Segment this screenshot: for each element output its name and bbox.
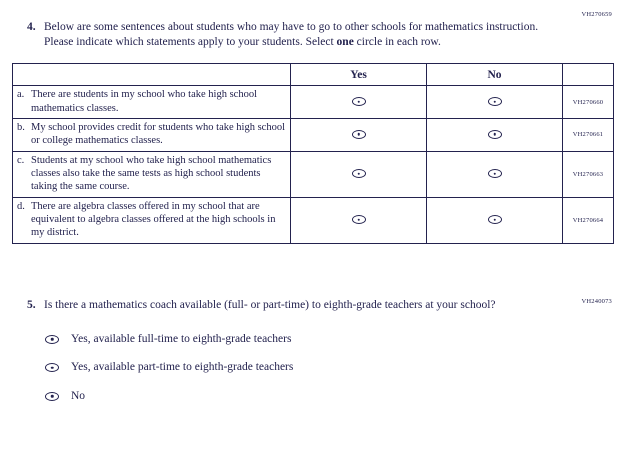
question-4-text [44,20,568,50]
q5-option-part-time-label: Yes, available part-time to eighth-grade teachers [71,361,294,374]
q4-answer-table [12,63,614,243]
q5-option-no-oval[interactable] [45,392,59,401]
row-a-statement: There are students in my school who take high school mathematics classes. [31,89,257,114]
q5-option-full-time-label: Yes, available full-time to eighth-grade teachers [71,332,292,345]
q5-option-full-time[interactable] [45,332,625,347]
question-4-number: 4. [27,21,36,33]
row-d-yes-cell [291,197,427,243]
code-column-header [563,64,614,86]
q5-option-no[interactable] [45,389,625,404]
row-b-yes-cell [291,119,427,152]
row-b-code: VH270661 [563,119,614,152]
q5-option-full-time-oval[interactable] [45,335,59,344]
question-5-text: Is there a mathematics coach available (full- or part-time) to eighth-grade teachers at your school? [44,298,496,311]
q4-row-a-no-oval[interactable] [488,97,502,106]
row-a-no-cell [427,86,563,119]
row-b-letter: b. [17,122,25,133]
statement-header-cell [13,64,291,86]
q4-row-d-no-oval[interactable] [488,215,502,224]
question-5-number: 5. [27,298,36,311]
table-row-a [13,86,614,119]
row-c-code: VH270663 [563,151,614,197]
q5-accession-code: VH240073 [581,297,612,305]
row-d-statement: There are algebra classes offered in my school that are equivalent to algebra classes offered at the high schools in my district. [31,200,276,239]
statement-cell-d [13,197,291,243]
q4-row-b-no-oval[interactable] [488,130,502,139]
row-c-no-cell [427,151,563,197]
row-a-code: VH270660 [563,86,614,119]
statement-cell-c [13,151,291,197]
row-a-yes-cell [291,86,427,119]
row-b-no-cell [427,119,563,152]
table-row-d [13,197,614,243]
row-d-letter: d. [17,200,25,212]
table-row-b [13,119,614,152]
q5-option-part-time[interactable] [45,360,625,375]
question-4 [27,20,625,50]
q4-row-c-yes-oval[interactable] [352,169,366,178]
row-c-statement: Students at my school who take high school mathematics classes also take the same tests as high school students taking the same course. [31,154,272,193]
q4-row-d-yes-oval[interactable] [352,215,366,224]
row-d-code: VH270664 [563,197,614,243]
q4-text-part2: circle in each row. [353,36,441,49]
statement-cell-b [13,119,291,152]
row-c-yes-cell [291,151,427,197]
row-d-no-cell [427,197,563,243]
no-column-header: No [427,64,563,86]
statement-cell-a [13,86,291,119]
q5-option-part-time-oval[interactable] [45,363,59,372]
table-header-row [13,64,614,86]
question-5-section [0,298,625,404]
q4-text-part1: Below are some sentences about students who may have to go to other schools for mathematics instruction. Please indicate which statements apply to your students. Select [44,21,539,49]
row-a-letter: a. [17,89,25,101]
q5-option-no-label: No [71,389,86,402]
row-c-letter: c. [17,154,25,166]
q4-row-a-yes-oval[interactable] [352,97,366,106]
question-5 [27,298,625,313]
q4-row-b-yes-oval[interactable] [352,130,366,139]
q5-options [45,332,625,404]
q4-accession-code: VH270659 [581,11,612,18]
q4-row-c-no-oval[interactable] [488,169,502,178]
yes-column-header: Yes [291,64,427,86]
row-b-statement: My school provides credit for students who take high school or college mathematics classes. [31,122,285,147]
q4-text-bold: one [336,36,354,49]
table-row-c [13,151,614,197]
